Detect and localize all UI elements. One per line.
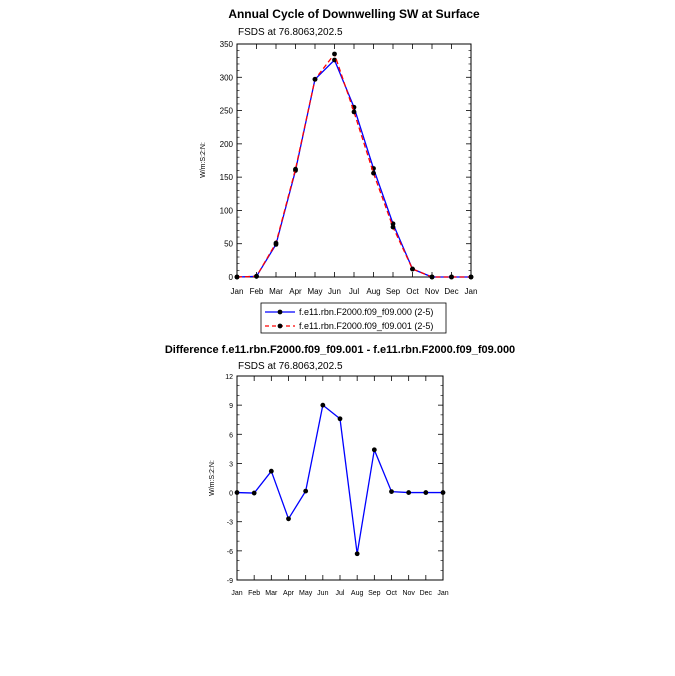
chart-1-ytick-label: 50 xyxy=(224,239,233,249)
chart-2-ytick-label: -9 xyxy=(226,578,233,585)
chart-1-xtick-label: Aug xyxy=(366,287,381,296)
chart-1-xtick-label: May xyxy=(307,287,323,296)
chart-2-ytick-label: -6 xyxy=(226,548,233,556)
chart-2-plot xyxy=(225,374,449,597)
chart-2-series-1-point xyxy=(269,469,274,474)
chart-1-xtick-label: Feb xyxy=(249,287,264,296)
chart-1-series-2-point xyxy=(313,77,318,82)
chart-2-title: Difference f.e11.rbn.F2000.f09_f09.001 - f.e11.rbn.F2000.f09_f09.000 xyxy=(164,344,516,356)
chart-1-xtick-label: Mar xyxy=(269,287,283,296)
chart-1-xtick-label: Jul xyxy=(348,287,360,296)
chart-1-series-2-point xyxy=(391,225,396,230)
chart-2-series-1-point xyxy=(372,447,377,452)
chart-1-xtick-label: Jan xyxy=(230,287,244,296)
chart-2-xtick-label: Oct xyxy=(386,590,397,597)
chart-1-series-2-point xyxy=(430,275,435,280)
chart-1-xtick-label: Oct xyxy=(406,287,419,296)
chart-2-xtick-label: Jan xyxy=(437,590,449,597)
chart-2-xtick-label: Sep xyxy=(368,590,381,597)
chart-2-series-1-point xyxy=(338,416,343,421)
chart-2-ytick-label: 9 xyxy=(229,403,233,411)
chart-2-series-1-point xyxy=(441,490,446,495)
chart-2-xtick-label: Nov xyxy=(402,590,415,597)
chart-2-xtick-label: Mar xyxy=(265,590,278,597)
chart-2-xtick-label: Feb xyxy=(248,590,261,597)
legend-label-series-1: f.e11.rbn.F2000.f09_f09.000 (2-5) xyxy=(299,307,434,317)
chart-1-ytick-label: 250 xyxy=(219,106,233,116)
chart-2-ytick-label: 0 xyxy=(229,490,233,498)
chart-1-ytick-label: 150 xyxy=(219,173,233,183)
chart-1-xtick-label: Nov xyxy=(424,287,440,296)
chart-2-xtick-label: Apr xyxy=(283,590,294,597)
legend-marker-series-1 xyxy=(278,310,283,315)
chart-2-series-1-point xyxy=(235,490,240,495)
chart-1-series-2-line xyxy=(237,54,471,277)
chart-2-series-1-point xyxy=(355,551,360,556)
chart-1-xtick-label: Jun xyxy=(328,287,341,296)
chart-2-ytick-label: 3 xyxy=(229,461,233,469)
chart-2-series-1-point xyxy=(286,516,291,521)
chart-1-series-2-point xyxy=(410,267,415,272)
chart-2-xtick-label: Jun xyxy=(317,590,329,597)
chart-2-series-1-point xyxy=(252,491,257,496)
chart-1-legend xyxy=(261,303,446,333)
chart-1-series-2-point xyxy=(352,110,357,115)
chart-1-ytick-label: 350 xyxy=(219,40,233,49)
chart-1-ytick-label: 300 xyxy=(219,73,233,83)
chart-1-ylabel: W/m:S:2:N: xyxy=(200,142,207,178)
chart-1-plot xyxy=(220,40,478,296)
chart-2-ytick-label: -3 xyxy=(226,519,233,527)
chart-2-xtick-label: May xyxy=(299,590,313,597)
chart-1-xtick-label: Dec xyxy=(444,287,459,296)
chart-2-series-1-point xyxy=(406,490,411,495)
chart-1-series-2-point xyxy=(449,275,454,280)
chart-1-subtitle: FSDS at 76.8063,202.5 xyxy=(238,27,343,38)
chart-2-xtick-label: Jan xyxy=(231,590,243,597)
chart-1-xtick-label: Sep xyxy=(385,287,401,296)
chart-1-series-2-point xyxy=(254,274,259,279)
chart-2-series-1-point xyxy=(423,490,428,495)
chart-1-xtick-label: Apr xyxy=(289,287,302,296)
chart-1-ytick-label: 200 xyxy=(219,139,233,149)
chart-2-xtick-label: Jul xyxy=(335,590,345,597)
chart-1-ytick-label: 100 xyxy=(219,206,233,216)
chart-2-ylabel: W/m:S:2:N: xyxy=(209,460,216,496)
chart-1-ytick-label: 0 xyxy=(228,273,233,282)
chart-1-series-2-point xyxy=(235,275,240,280)
chart-1-series-2-point xyxy=(293,167,298,172)
chart-1-series-2-point xyxy=(371,171,376,176)
chart-1-series-2-point xyxy=(274,241,279,246)
chart-1-series-2-point xyxy=(469,275,474,280)
chart-2-xtick-label: Aug xyxy=(350,590,364,597)
chart-2-xtick-label: Dec xyxy=(419,590,433,597)
chart-1-xtick-label: Jan xyxy=(464,287,478,296)
chart-2-frame xyxy=(237,376,443,580)
chart-1-title: Annual Cycle of Downwelling SW at Surface xyxy=(228,7,480,21)
chart-1-frame xyxy=(237,44,471,277)
legend-marker-series-2 xyxy=(278,324,283,329)
chart-1-series-1-line xyxy=(237,60,471,277)
chart-2-series-1-line xyxy=(237,405,443,554)
chart-2-series-1-point xyxy=(303,489,308,494)
chart-2-series-1-point xyxy=(389,489,394,494)
chart-2-ytick-label: 6 xyxy=(229,432,233,440)
chart-2-series-1-point xyxy=(320,403,325,408)
chart-2-subtitle: FSDS at 76.8063,202.5 xyxy=(238,361,343,372)
legend-label-series-2: f.e11.rbn.F2000.f09_f09.001 (2-5) xyxy=(299,321,434,331)
chart-2-ytick-label: 12 xyxy=(225,374,233,381)
chart-1-series-2-point xyxy=(332,52,337,57)
